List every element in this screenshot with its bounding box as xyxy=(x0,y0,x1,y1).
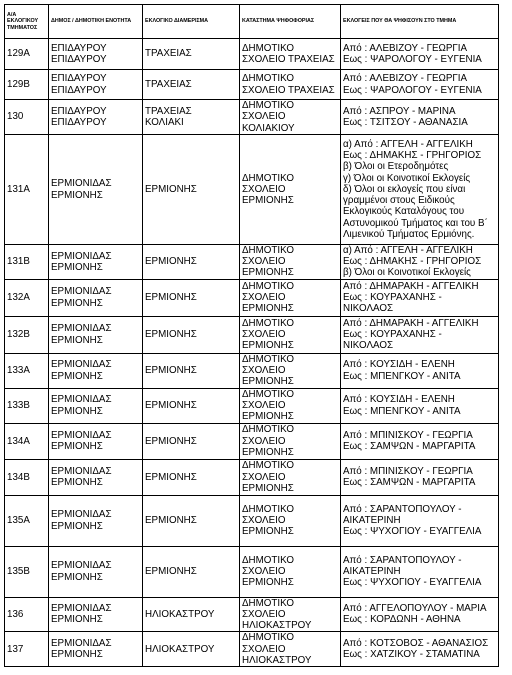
cell-section-number: 135Α xyxy=(5,495,49,546)
header-text-line: ΕΚΛΟΓΕΙΣ ΠΟΥ ΘΑ ΨΗΦΙΣΟΥΝ ΣΤΟ ΤΜΗΜΑ xyxy=(343,18,457,25)
cell-text-line: ΕΡΜΙΟΝΗΣ xyxy=(242,195,294,207)
cell-text-line: ΔΗΜΟΤΙΚΟ xyxy=(242,317,294,329)
cell-electoral-district xyxy=(143,100,240,135)
cell-text-line: ΕΡΜΙΟΝΙΔΑΣ xyxy=(51,509,112,521)
cell-polling-station xyxy=(240,100,341,135)
cell-polling-station xyxy=(240,459,341,495)
cell-electoral-district xyxy=(143,70,240,100)
cell-text-line: ΣΧΟΛΕΙΟ xyxy=(242,400,286,411)
cell-text-line: ΕΠΙΔΑΥΡΟΥ xyxy=(51,105,107,117)
cell-text-line: ΕΡΜΙΟΝΗΣ xyxy=(242,446,294,458)
cell-text-line: Εως : ΔΗΜΑΚΗΣ - ΓΡΗΓΟΡΙΟΣ xyxy=(343,256,482,268)
cell-text-line: ΔΗΜΟΤΙΚΟ xyxy=(242,42,294,54)
cell-text-line: ΕΠΙΔΑΥΡΟΥ xyxy=(51,117,107,128)
cell-text-line: ΕΡΜΙΟΝΗΣ xyxy=(145,566,197,577)
cell-section-number: 134Α xyxy=(5,423,49,459)
cell-voters xyxy=(341,459,499,495)
table-header-row xyxy=(5,5,499,39)
cell-voters xyxy=(341,70,499,100)
cell-text-line: ΕΠΙΔΑΥΡΟΥ xyxy=(51,84,107,96)
cell-voters xyxy=(341,546,499,597)
cell-text-line: ΣΧΟΛΕΙΟ xyxy=(242,566,286,577)
cell-text-line: Εως : ΨΑΡΟΛΟΓΟΥ - ΕΥΓΕΝΙΑ xyxy=(343,54,482,65)
cell-municipality xyxy=(49,279,143,316)
cell-text-line: ΣΧΟΛΕΙΟ xyxy=(242,365,286,376)
cell-polling-station xyxy=(240,388,341,423)
header-polling-station xyxy=(240,5,341,39)
cell-text-line: ΔΗΜΟΤΙΚΟ xyxy=(242,353,294,365)
cell-text-line: Από : ΜΠΙΝΙΣΚΟΥ - ΓΕΩΡΓΙΑ xyxy=(343,429,473,441)
table-row xyxy=(5,546,499,597)
cell-text-line: ΕΡΜΙΟΝΗΣ xyxy=(145,329,197,340)
cell-text-line: Από : ΔΗΜΑΡΑΚΗ - ΑΓΓΕΛΙΚΗ xyxy=(343,280,479,292)
cell-text-line: ΕΡΜΙΟΝΗΣ xyxy=(242,376,294,388)
table-row xyxy=(5,495,499,546)
cell-text-line: ΝΙΚΟΛΑΟΣ xyxy=(343,340,394,352)
cell-text-line: ΔΗΜΟΤΙΚΟ xyxy=(242,100,294,112)
cell-section-number: 131Α xyxy=(5,135,49,245)
cell-text-line: ΣΧΟΛΕΙΟ xyxy=(242,183,286,195)
cell-text-line: ΕΡΜΙΟΝΙΔΑΣ xyxy=(51,465,112,477)
cell-text-line: α) Από : ΑΓΓΕΛΗ - ΑΓΓΕΛΙΚΗ xyxy=(343,245,473,256)
cell-polling-station xyxy=(240,597,341,632)
cell-section-number: 130 xyxy=(5,100,49,135)
cell-text-line: ΕΡΜΙΟΝΗΣ xyxy=(51,441,103,453)
header-text-line: ΤΜΗΜΑΤΟΣ xyxy=(7,24,38,31)
header-text-line: Α/Α xyxy=(7,12,17,19)
table-row xyxy=(5,353,499,388)
cell-text-line: ΔΗΜΟΤΙΚΟ xyxy=(242,73,294,85)
cell-text-line: ΗΛΙΟΚΑΣΤΡΟΥ xyxy=(242,620,312,632)
cell-municipality xyxy=(49,245,143,280)
cell-text-line: Εως : ΣΑΜΨΩΝ - ΜΑΡΓΑΡΙΤΑ xyxy=(343,477,476,489)
cell-text-line: ΤΡΑΧΕΙΑΣ xyxy=(145,48,192,60)
cell-text-line: ΕΡΜΙΟΝΗΣ xyxy=(242,526,294,538)
cell-section-number: 134Β xyxy=(5,459,49,495)
cell-text-line: ΑΙΚΑΤΕΡΙΝΗ xyxy=(343,566,401,577)
cell-electoral-district xyxy=(143,245,240,280)
cell-text-line: ΔΗΜΟΤΙΚΟ xyxy=(242,245,294,256)
cell-section-number: 135Β xyxy=(5,546,49,597)
table-row xyxy=(5,423,499,459)
cell-text-line: ΕΡΜΙΟΝΙΔΑΣ xyxy=(51,323,112,335)
cell-text-line: ΝΙΚΟΛΑΟΣ xyxy=(343,303,394,315)
cell-text-line: ΔΗΜΟΤΙΚΟ xyxy=(242,632,294,644)
cell-electoral-district xyxy=(143,459,240,495)
cell-text-line: ΣΧΟΛΕΙΟ xyxy=(242,256,286,268)
cell-electoral-district xyxy=(143,316,240,353)
cell-section-number: 137 xyxy=(5,632,49,667)
cell-text-line: ΕΡΜΙΟΝΙΔΑΣ xyxy=(51,178,112,190)
cell-text-line: Από : ΑΣΠΡΟΥ - ΜΑΡΙΝΑ xyxy=(343,105,456,117)
cell-text-line: Από : ΣΑΡΑΝΤΟΠΟΥΛΟΥ - xyxy=(343,503,462,515)
cell-polling-station xyxy=(240,316,341,353)
cell-text-line: Λιμενικού Τμήματος Ερμιόνης. xyxy=(343,228,475,240)
cell-text-line: Εως : ΨΥΧΟΓΙΟΥ - ΕΥΑΓΓΕΛΙΑ xyxy=(343,526,482,538)
cell-electoral-district xyxy=(143,279,240,316)
cell-text-line: Από : ΑΛΕΒΙΖΟΥ - ΓΕΩΡΓΙΑ xyxy=(343,73,468,85)
cell-text-line: β) Όλοι οι Κοινοτικοί Εκλογείς xyxy=(343,267,471,279)
cell-text-line: Από : ΚΟΥΣΙΔΗ - ΕΛΕΝΗ xyxy=(343,394,455,406)
cell-text-line: Από : ΑΛΕΒΙΖΟΥ - ΓΕΩΡΓΙΑ xyxy=(343,42,468,54)
cell-voters xyxy=(341,353,499,388)
cell-text-line: ΣΧΟΛΕΙΟ xyxy=(242,471,286,483)
cell-municipality xyxy=(49,353,143,388)
cell-municipality xyxy=(49,597,143,632)
cell-electoral-district xyxy=(143,597,240,632)
cell-text-line: Εως : ΧΑΤΖΙΚΟΥ - ΣΤΑΜΑΤΙΝΑ xyxy=(343,649,480,661)
cell-text-line: ΗΛΙΟΚΑΣΤΡΟΥ xyxy=(145,643,215,655)
cell-electoral-district xyxy=(143,495,240,546)
cell-municipality xyxy=(49,495,143,546)
table-row xyxy=(5,70,499,100)
cell-electoral-district xyxy=(143,388,240,423)
cell-voters xyxy=(341,495,499,546)
cell-section-number: 132Β xyxy=(5,316,49,353)
cell-text-line: ΣΧΟΛΕΙΟ xyxy=(242,515,286,526)
cell-text-line: Εως : ΚΟΡΔΩΝΗ - ΑΘΗΝΑ xyxy=(343,614,461,626)
header-text-line: ΕΚΛΟΓΙΚΟΥ xyxy=(7,18,39,25)
cell-voters xyxy=(341,316,499,353)
cell-text-line: ΚΟΛΙΑΚΙΟΥ xyxy=(242,122,295,134)
cell-text-line: α) Από : ΑΓΓΕΛΗ - ΑΓΓΕΛΙΚΗ xyxy=(343,139,473,151)
cell-text-line: Εως : ΔΗΜΑΚΗΣ - ΓΡΗΓΟΡΙΟΣ xyxy=(343,150,482,162)
cell-voters xyxy=(341,388,499,423)
cell-section-number: 133Α xyxy=(5,353,49,388)
cell-text-line: Αστυνομικού Τμήματος και του Β΄ xyxy=(343,217,488,229)
cell-municipality xyxy=(49,632,143,667)
cell-text-line: ΕΡΜΙΟΝΗΣ xyxy=(145,183,197,195)
cell-text-line: γραμμένοι στους Ειδικούς xyxy=(343,195,455,207)
cell-text-line: ΕΡΜΙΟΝΗΣ xyxy=(145,400,197,411)
cell-text-line: ΔΗΜΟΤΙΚΟ xyxy=(242,424,294,436)
cell-text-line: ΕΡΜΙΟΝΗΣ xyxy=(51,477,103,489)
cell-text-line: ΣΧΟΛΕΙΟ xyxy=(242,608,286,620)
cell-text-line: ΕΡΜΙΟΝΗΣ xyxy=(242,267,294,279)
cell-text-line: ΣΧΟΛΕΙΟ xyxy=(242,643,286,655)
cell-polling-station xyxy=(240,70,341,100)
cell-text-line: ΕΡΜΙΟΝΗΣ xyxy=(51,370,103,382)
cell-text-line: ΣΧΟΛΕΙΟ xyxy=(242,435,286,447)
cell-text-line: ΚΟΛΙΑΚΙ xyxy=(145,117,184,128)
cell-municipality xyxy=(49,423,143,459)
cell-section-number: 136 xyxy=(5,597,49,632)
header-text-line: ΔΗΜΟΣ / ΔΗΜΟΤΙΚΗ ΕΝΟΤΗΤΑ xyxy=(51,18,132,25)
cell-text-line: ΕΡΜΙΟΝΗΣ xyxy=(51,261,103,273)
table-row xyxy=(5,459,499,495)
header-electoral-district xyxy=(143,5,240,39)
cell-municipality xyxy=(49,135,143,245)
cell-voters xyxy=(341,100,499,135)
cell-voters xyxy=(341,423,499,459)
cell-text-line: ΕΠΙΔΑΥΡΟΥ xyxy=(51,54,107,65)
cell-text-line: Εως : ΜΠΕΝΓΚΟΥ - ΑΝΙΤΑ xyxy=(343,370,461,382)
cell-text-line: ΣΧΟΛΕΙΟ ΤΡΑΧΕΙΑΣ xyxy=(242,54,335,65)
cell-text-line: ΕΡΜΙΟΝΗΣ xyxy=(51,614,103,626)
cell-text-line: ΕΡΜΙΟΝΗΣ xyxy=(145,471,197,483)
cell-text-line: ΕΡΜΙΟΝΙΔΑΣ xyxy=(51,638,112,650)
cell-text-line: ΕΡΜΙΟΝΗΣ xyxy=(51,189,103,201)
cell-section-number: 131Β xyxy=(5,245,49,280)
cell-text-line: ΕΡΜΙΟΝΗΣ xyxy=(242,411,294,423)
cell-text-line: Από : ΣΑΡΑΝΤΟΠΟΥΛΟΥ - xyxy=(343,554,462,566)
cell-text-line: ΕΡΜΙΟΝΗΣ xyxy=(145,256,197,268)
cell-text-line: Από : ΑΓΓΕΛΟΠΟΥΛΟΥ - ΜΑΡΙΑ xyxy=(343,603,487,615)
cell-text-line: ΣΧΟΛΕΙΟ xyxy=(242,111,286,123)
table-row xyxy=(5,245,499,280)
cell-text-line: ΗΛΙΟΚΑΣΤΡΟΥ xyxy=(242,654,312,666)
cell-text-line: ΕΠΙΔΑΥΡΟΥ xyxy=(51,42,107,54)
cell-text-line: ΕΡΜΙΟΝΗΣ xyxy=(242,577,294,589)
cell-text-line: ΔΗΜΟΤΙΚΟ xyxy=(242,280,294,292)
cell-voters xyxy=(341,279,499,316)
header-text-line: ΕΚΛΟΓΙΚΟ ΔΙΑΜΕΡΙΣΜΑ xyxy=(145,18,209,25)
cell-section-number: 129Α xyxy=(5,39,49,70)
cell-polling-station xyxy=(240,245,341,280)
header-text-line: ΚΑΤΑΣΤΗΜΑ ΨΗΦΟΦΟΡΙΑΣ xyxy=(242,18,315,25)
cell-electoral-district xyxy=(143,632,240,667)
cell-text-line: Εως : ΨΥΧΟΓΙΟΥ - ΕΥΑΓΓΕΛΙΑ xyxy=(343,577,482,589)
table-row xyxy=(5,135,499,245)
cell-polling-station xyxy=(240,135,341,245)
cell-text-line: ΔΗΜΟΤΙΚΟ xyxy=(242,460,294,472)
cell-electoral-district xyxy=(143,39,240,70)
cell-polling-station xyxy=(240,39,341,70)
cell-text-line: Από : ΚΟΥΣΙΔΗ - ΕΛΕΝΗ xyxy=(343,359,455,371)
cell-electoral-district xyxy=(143,353,240,388)
header-municipality xyxy=(49,5,143,39)
cell-section-number: 132Α xyxy=(5,279,49,316)
cell-text-line: ΔΗΜΟΤΙΚΟ xyxy=(242,554,294,566)
cell-text-line: ΕΡΜΙΟΝΙΔΑΣ xyxy=(51,359,112,371)
cell-text-line: ΕΡΜΙΟΝΗΣ xyxy=(51,405,103,417)
cell-text-line: Εως : ΚΟΥΡΑΧΑΝΗΣ - xyxy=(343,329,442,340)
cell-text-line: δ) Όλοι οι εκλογείς που είναι xyxy=(343,183,466,195)
cell-polling-station xyxy=(240,353,341,388)
cell-municipality xyxy=(49,546,143,597)
cell-text-line: ΕΡΜΙΟΝΙΔΑΣ xyxy=(51,603,112,615)
cell-text-line: ΤΡΑΧΕΙΑΣ xyxy=(145,78,192,90)
cell-section-number: 133Β xyxy=(5,388,49,423)
cell-text-line: ΕΡΜΙΟΝΗΣ xyxy=(51,297,103,309)
cell-text-line: ΕΡΜΙΟΝΗΣ xyxy=(145,365,197,376)
cell-text-line: ΕΡΜΙΟΝΗΣ xyxy=(51,649,103,661)
cell-voters xyxy=(341,245,499,280)
cell-polling-station xyxy=(240,495,341,546)
cell-text-line: β) Όλοι οι Ετεροδημότες xyxy=(343,161,449,173)
cell-text-line: ΕΡΜΙΟΝΙΔΑΣ xyxy=(51,286,112,298)
cell-text-line: ΕΡΜΙΟΝΗΣ xyxy=(51,334,103,346)
cell-text-line: Εως : ΣΑΜΨΩΝ - ΜΑΡΓΑΡΙΤΑ xyxy=(343,441,476,453)
cell-text-line: ΕΡΜΙΟΝΗΣ xyxy=(51,571,103,583)
cell-municipality xyxy=(49,388,143,423)
header-section-number xyxy=(5,5,49,39)
cell-text-line: ΣΧΟΛΕΙΟ xyxy=(242,329,286,340)
cell-text-line: ΕΠΙΔΑΥΡΟΥ xyxy=(51,73,107,85)
table-row xyxy=(5,39,499,70)
cell-text-line: ΕΡΜΙΟΝΙΔΑΣ xyxy=(51,560,112,572)
cell-text-line: ΕΡΜΙΟΝΗΣ xyxy=(145,292,197,303)
cell-text-line: Εως : ΤΣΙΤΣΟΥ - ΑΘΑΝΑΣΙΑ xyxy=(343,117,468,128)
cell-electoral-district xyxy=(143,135,240,245)
cell-text-line: ΔΗΜΟΤΙΚΟ xyxy=(242,503,294,515)
table-row xyxy=(5,100,499,135)
cell-text-line: Από : ΔΗΜΑΡΑΚΗ - ΑΓΓΕΛΙΚΗ xyxy=(343,317,479,329)
cell-municipality xyxy=(49,459,143,495)
table-row xyxy=(5,316,499,353)
cell-text-line: ΔΗΜΟΤΙΚΟ xyxy=(242,388,294,400)
cell-polling-station xyxy=(240,279,341,316)
cell-text-line: Εως : ΚΟΥΡΑΧΑΝΗΣ - xyxy=(343,292,442,303)
cell-voters xyxy=(341,632,499,667)
polling-stations-table xyxy=(4,4,499,667)
cell-text-line: ΕΡΜΙΟΝΗΣ xyxy=(145,435,197,447)
cell-text-line: ΕΡΜΙΟΝΗΣ xyxy=(242,340,294,352)
cell-text-line: Εκλογικούς Καταλόγους του xyxy=(343,206,465,218)
cell-text-line: ΕΡΜΙΟΝΗΣ xyxy=(51,520,103,532)
cell-polling-station xyxy=(240,632,341,667)
header-voters xyxy=(341,5,499,39)
cell-voters xyxy=(341,597,499,632)
cell-text-line: ΕΡΜΙΟΝΗΣ xyxy=(242,303,294,315)
cell-text-line: ΕΡΜΙΟΝΙΔΑΣ xyxy=(51,250,112,262)
cell-text-line: Από : ΜΠΙΝΙΣΚΟΥ - ΓΕΩΡΓΙΑ xyxy=(343,465,473,477)
cell-municipality xyxy=(49,100,143,135)
table-row xyxy=(5,632,499,667)
table-row xyxy=(5,597,499,632)
cell-text-line: ΗΛΙΟΚΑΣΤΡΟΥ xyxy=(145,608,215,620)
table-row xyxy=(5,388,499,423)
cell-electoral-district xyxy=(143,423,240,459)
cell-voters xyxy=(341,39,499,70)
cell-municipality xyxy=(49,316,143,353)
cell-text-line: ΕΡΜΙΟΝΗΣ xyxy=(145,515,197,526)
cell-text-line: ΣΧΟΛΕΙΟ xyxy=(242,292,286,303)
cell-text-line: ΕΡΜΙΟΝΙΔΑΣ xyxy=(51,429,112,441)
table-row xyxy=(5,279,499,316)
cell-municipality xyxy=(49,39,143,70)
cell-text-line: Εως : ΨΑΡΟΛΟΓΟΥ - ΕΥΓΕΝΙΑ xyxy=(343,84,482,96)
cell-text-line: ΑΙΚΑΤΕΡΙΝΗ xyxy=(343,515,401,526)
cell-electoral-district xyxy=(143,546,240,597)
cell-text-line: ΕΡΜΙΟΝΙΔΑΣ xyxy=(51,394,112,406)
cell-text-line: γ) Όλοι οι Κοινοτικοί Εκλογείς xyxy=(343,172,471,184)
cell-text-line: ΕΡΜΙΟΝΗΣ xyxy=(242,482,294,494)
cell-text-line: ΔΗΜΟΤΙΚΟ xyxy=(242,172,294,184)
cell-municipality xyxy=(49,70,143,100)
table-body xyxy=(5,39,499,667)
cell-text-line: ΔΗΜΟΤΙΚΟ xyxy=(242,597,294,609)
cell-text-line: Από : ΚΟΤΣΟΒΟΣ - ΑΘΑΝΑΣΙΟΣ xyxy=(343,638,489,650)
cell-text-line: ΤΡΑΧΕΙΑΣ xyxy=(145,105,192,117)
cell-section-number: 129Β xyxy=(5,70,49,100)
cell-text-line: ΣΧΟΛΕΙΟ ΤΡΑΧΕΙΑΣ xyxy=(242,84,335,96)
cell-voters xyxy=(341,135,499,245)
cell-polling-station xyxy=(240,423,341,459)
cell-text-line: Εως : ΜΠΕΝΓΚΟΥ - ΑΝΙΤΑ xyxy=(343,405,461,417)
cell-polling-station xyxy=(240,546,341,597)
